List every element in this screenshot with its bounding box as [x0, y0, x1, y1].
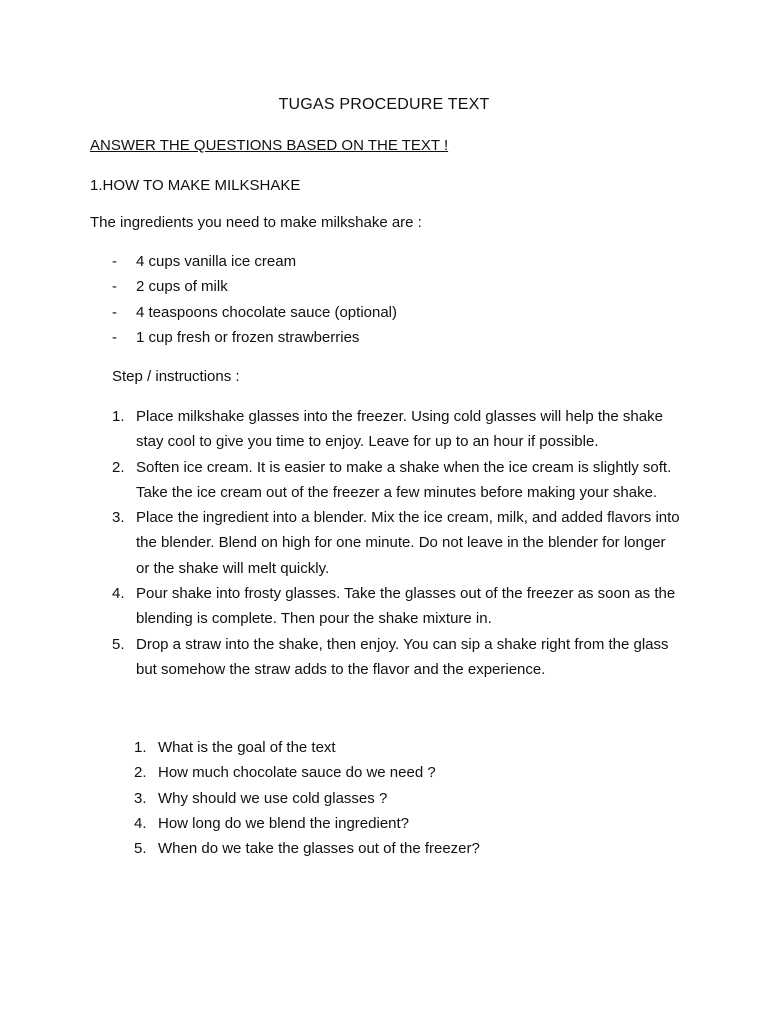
ingredients-list	[112, 252, 397, 353]
question-number: 4.	[134, 814, 147, 832]
list-item	[112, 632, 682, 683]
list-item	[112, 252, 397, 277]
question-text: Why should we use cold glasses ?	[158, 789, 388, 807]
step-text: Place the ingredient into a blender. Mix the ice cream, milk, and added flavors into the blender. Blend on high for one minute. Do not leave in the blender for longer or the shake will melt quickly.	[136, 509, 680, 577]
ingredients-intro: The ingredients you need to make milkshake are :	[90, 214, 422, 231]
list-item	[112, 328, 397, 353]
ingredient-text: 1 cup fresh or frozen strawberries	[136, 328, 360, 346]
question-number: 2.	[134, 764, 147, 782]
step-text: Pour shake into frosty glasses. Take the glasses out of the freezer as soon as the blending is complete. Then pour the shake mixture in.	[136, 585, 676, 628]
step-text: Drop a straw into the shake, then enjoy. You can sip a shake right from the glass but somehow the straw adds to the flavor and the experience.	[136, 635, 669, 678]
step-number: 5.	[112, 635, 125, 653]
list-item	[112, 581, 682, 632]
dash-bullet: -	[112, 278, 117, 296]
steps-label: Step / instructions :	[112, 368, 240, 385]
dash-bullet: -	[112, 303, 117, 321]
instruction-heading: ANSWER THE QUESTIONS BASED ON THE TEXT !	[90, 137, 449, 154]
dash-bullet: -	[112, 253, 117, 270]
ingredient-text: 2 cups of milk	[136, 278, 228, 296]
list-item	[134, 836, 694, 861]
question-text: How long do we blend the ingredient?	[158, 814, 410, 832]
list-item	[112, 404, 682, 455]
list-item	[112, 303, 397, 328]
list-item	[134, 811, 694, 836]
step-number: 2.	[112, 458, 125, 476]
ingredient-text: 4 teaspoons chocolate sauce (optional)	[136, 303, 398, 321]
list-item	[134, 786, 694, 811]
page-title: TUGAS PROCEDURE TEXT	[278, 96, 490, 113]
list-item	[112, 505, 682, 581]
list-item	[134, 760, 694, 785]
question-text: What is the goal of the text	[158, 739, 336, 756]
list-item	[134, 735, 694, 760]
list-item	[112, 455, 682, 506]
steps-list	[112, 404, 682, 682]
dash-bullet: -	[112, 328, 117, 346]
step-text: Soften ice cream. It is easier to make a shake when the ice cream is slightly soft. Take the ice cream out of the freezer a few minutes before making your shake.	[136, 458, 672, 501]
step-number: 4.	[112, 585, 125, 603]
question-text: How much chocolate sauce do we need ?	[158, 764, 436, 782]
question-text: When do we take the glasses out of the freezer?	[158, 840, 480, 858]
section-heading: 1.HOW TO MAKE MILKSHAKE	[90, 177, 301, 194]
step-number: 1.	[112, 408, 125, 425]
ingredient-text: 4 cups vanilla ice cream	[136, 253, 297, 270]
question-number: 1.	[134, 739, 147, 756]
question-number: 5.	[134, 840, 147, 858]
question-number: 3.	[134, 789, 147, 807]
step-text: Place milkshake glasses into the freezer. Using cold glasses will help the shake stay cool to give you time to enjoy. Leave for up to an hour if possible.	[136, 408, 663, 451]
list-item	[112, 277, 397, 302]
questions-list	[134, 735, 694, 861]
step-number: 3.	[112, 509, 125, 527]
